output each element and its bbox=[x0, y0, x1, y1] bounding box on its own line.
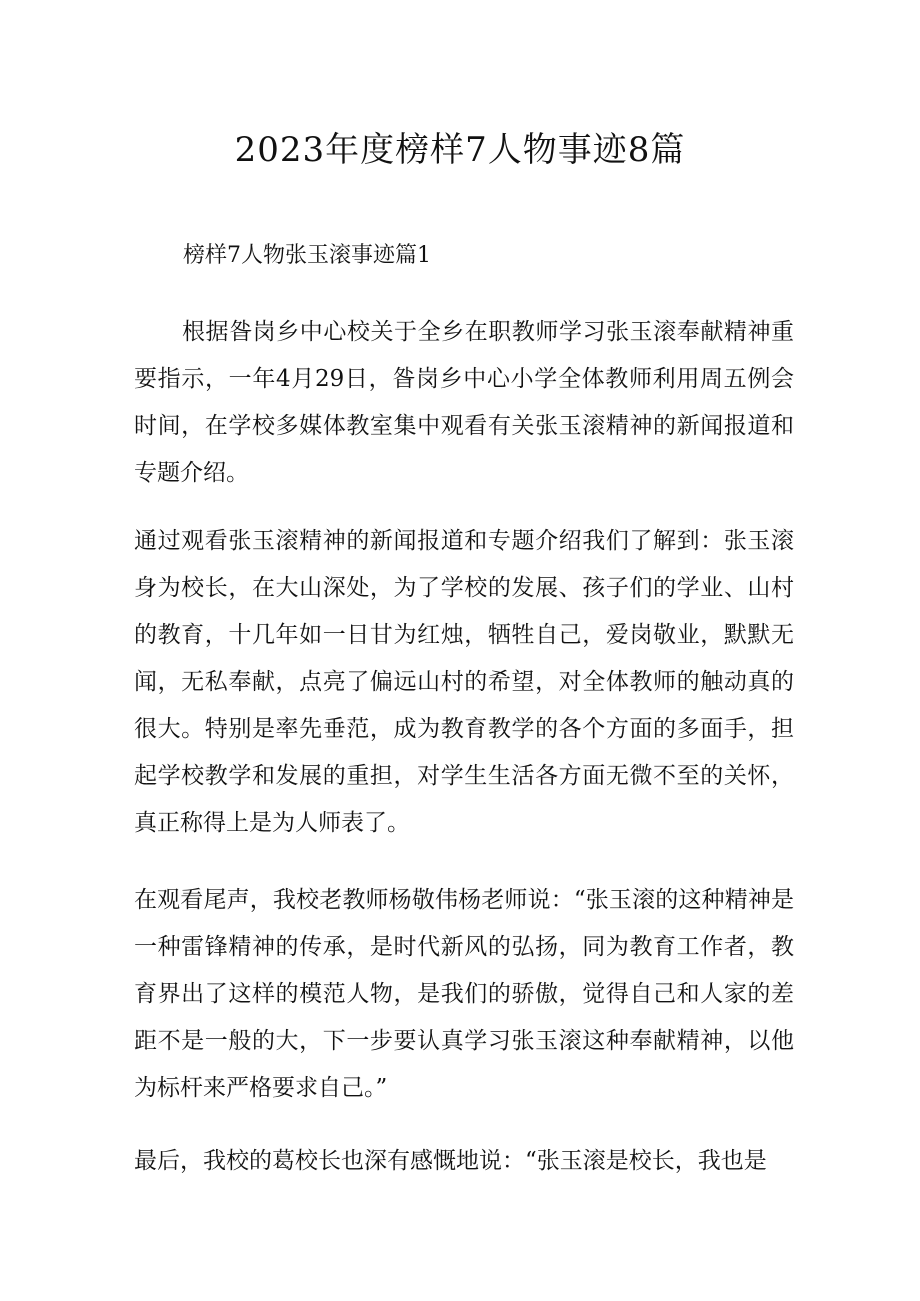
paragraph-4: 最后，我校的葛校长也深有感慨地说：“张玉滚是校长，我也是 bbox=[134, 1148, 767, 1174]
paragraph-3: 在观看尾声，我校老教师杨敬伟杨老师说：“张玉滚的这种精神是一种雷锋精神的传承，是时代新风的弘扬，同为教育工作者，教育界出了这样的模范人物，是我们的骄傲，觉得自己和人家的差距不是一般的大，下一步要认真学习张玉滚这种奉献精神，以他为标杆来严格要求自己。” bbox=[134, 887, 794, 1101]
section-heading: 榜样7人物张玉滚事迹篇1 bbox=[183, 243, 431, 268]
paragraph-2: 通过观看张玉滚精神的新闻报道和专题介绍我们了解到：张玉滚身为校长，在大山深处，为了学校的发展、孩子们的学业、山村的教育，十几年如一日甘为红烛，牺牲自己，爱岗敬业，默默无闻，无私奉献，点亮了偏远山村的希望，对全体教师的触动真的很大。特别是率先垂范，成为教育教学的各个方面的多面手，担起学校教学和发展的重担，对学生生活各方面无微不至的关怀，真正称得上是为人师表了。 bbox=[134, 528, 794, 836]
document-title: 2023年度榜样7人物事迹8篇 bbox=[234, 130, 686, 170]
paragraph-1: 根据昝岗乡中心校关于全乡在职教师学习张玉滚奉献精神重要指示，一年4月29日，昝岗乡中心小学全体教师利用周五例会时间，在学校多媒体教室集中观看有关张玉滚精神的新闻报道和专题介绍。 bbox=[134, 319, 794, 486]
